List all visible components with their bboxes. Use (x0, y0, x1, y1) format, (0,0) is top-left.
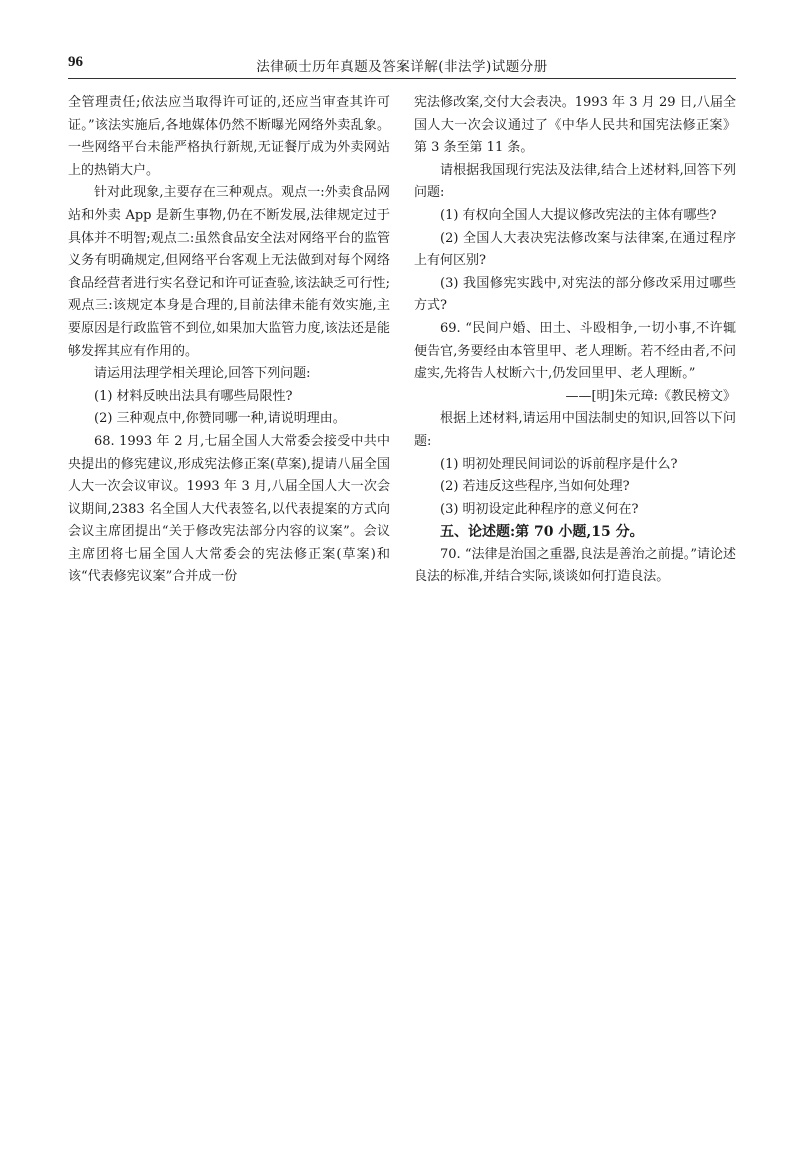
section-heading: 五、论述题:第 70 小题,15 分。 (440, 524, 644, 541)
paragraph: 请根据我国现行宪法及法律,结合上述材料,回答下列问题: (414, 162, 736, 201)
question-69: 69. “民间户婚、田土、斗殴相争,一切小事,不许辄便告官,务要经由本管里甲、老人理断。若不经由者,不问虚实,先将告人杖断六十,仍发回里甲、老人理断。” (414, 320, 736, 382)
paragraph: 请运用法理学相关理论,回答下列问题: (94, 366, 311, 382)
left-column (68, 92, 390, 589)
paragraph: 宪法修改案,交付大会表决。1993 年 3 月 29 日,八届全国人大一次会议通过了《中华人民共和国宪法修正案》第 3 条至第 11 条。 (414, 95, 736, 156)
question-item: (1) 材料反映出法具有哪些局限性? (94, 388, 293, 404)
right-column (414, 92, 736, 589)
book-title: 法律硕士历年真题及答案详解(非法学)试题分册 (256, 59, 548, 75)
question-68: 68. 1993 年 2 月,七届全国人大常委会接受中共中央提出的修宪建议,形成宪法修正案(草案),提请八届全国人大一次会议审议。1993 年 3 月,八届全国人大一次会议期间,2383 名全国人大代表签名,以代表提案的方式向会议主席团提出“关于修改宪法部分内容的议案”。会议主席团将七届全国人大常委会的宪法修正案(草案)和该“代表修宪议案”合并成一份 (68, 433, 390, 585)
question-item: (2) 全国人大表决宪法修改案与法律案,在通过程序上有何区别? (414, 230, 736, 269)
question-item: (1) 有权向全国人大提议修改宪法的主体有哪些? (440, 207, 717, 223)
paragraph: 针对此现象,主要存在三种观点。观点一:外卖食品网站和外卖 App 是新生事物,仍在不断发展,法律规定过于具体并不明智;观点二:虽然食品安全法对网络平台的监管义务有明确规定,但网络平台客观上无法做到对每个网络食品经营者进行实名登记和许可证查验,该法缺乏可行性;观点三:该规定本身是合理的,目前法律未能有效实施,主要原因是行政监管不到位,如果加大监管力度,该法还是能够发挥其应有作用的。 (68, 185, 390, 359)
paragraph: 根据上述材料,请运用中国法制史的知识,回答以下问题: (414, 411, 736, 449)
quote-source: ——[明]朱元璋:《教民榜文》 (565, 388, 736, 404)
page-number: 96 (68, 54, 83, 70)
question-item: (1) 明初处理民间词讼的诉前程序是什么? (440, 456, 678, 472)
question-item: (3) 我国修宪实践中,对宪法的部分修改采用过哪些方式? (414, 275, 736, 314)
paragraph: 全管理责任;依法应当取得许可证的,还应当审查其许可证。”该法实施后,各地媒体仍然不断曝光网络外卖乱象。一些网络平台未能严格执行新规,无证餐厅成为外卖网站上的热销大户。 (68, 95, 390, 178)
question-item: (2) 三种观点中,你赞同哪一种,请说明理由。 (94, 411, 346, 427)
question-item: (3) 明初设定此种程序的意义何在? (440, 501, 639, 517)
page-header (68, 52, 736, 79)
question-item: (2) 若违反这些程序,当如何处理? (440, 479, 630, 495)
question-70: 70. “法律是治国之重器,良法是善治之前提。”请论述良法的标准,并结合实际,谈谈如何打造良法。 (414, 546, 736, 585)
